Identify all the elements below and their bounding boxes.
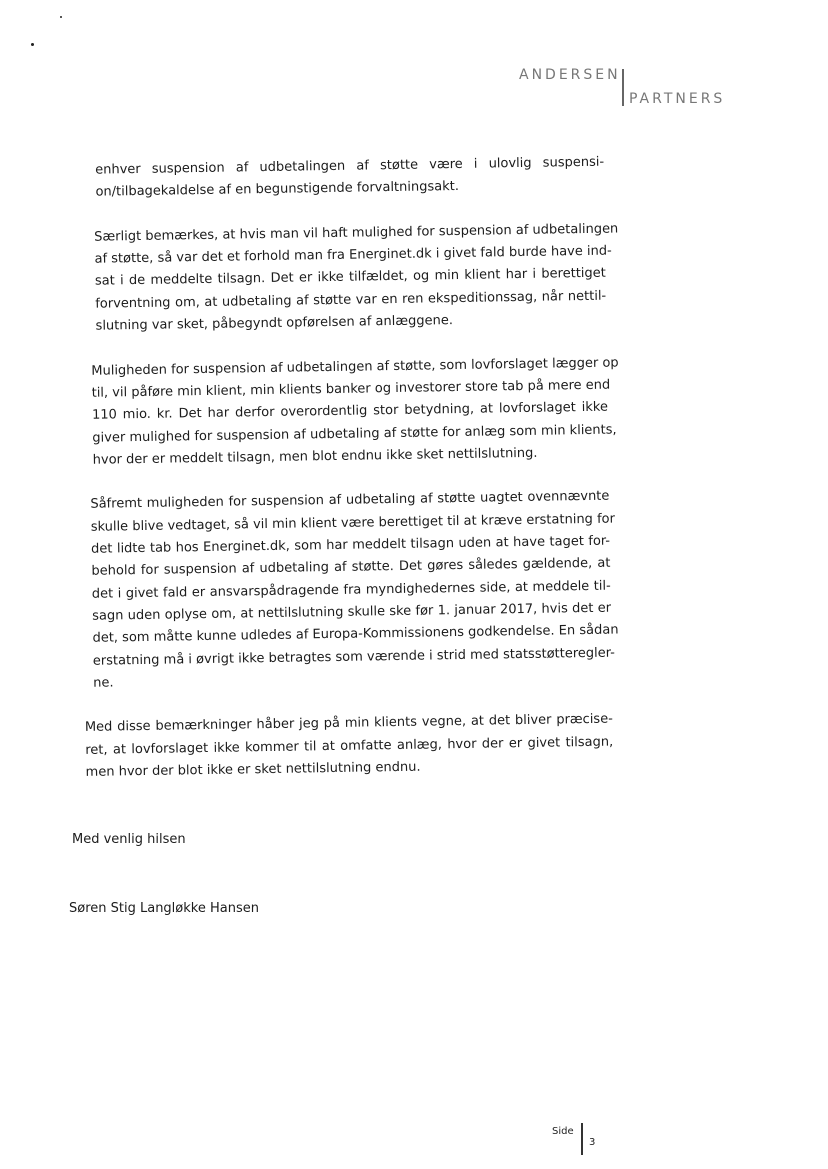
paragraph <box>74 152 605 205</box>
text-line: det i givet fald er ansvarspådragende fra myndighedernes side, at meddele til- <box>91 578 611 602</box>
text-line: Med disse bemærkninger håber jeg på min klients vegne, at det bliver præcise- <box>84 712 613 736</box>
text-line: Muligheden for suspension af udbetalingen af støtte, som lovforslaget lægger op <box>91 355 619 379</box>
text-line: on/tilbagekaldelse af en begunstigende forvaltningsakt. <box>95 179 460 200</box>
signatory-name: Søren Stig Langløkke Hansen <box>69 901 259 916</box>
footer-divider <box>581 1123 583 1155</box>
text-line: slutning var sket, påbegyndt opførelsen af anlæggene. <box>95 313 454 334</box>
closing-salutation: Med venlig hilsen <box>72 832 186 847</box>
paragraph <box>77 352 619 472</box>
text-line: hvor der er meddelt tilsagn, men blot endnu ikke sket nettilslutning. <box>92 445 538 468</box>
text-line: det, som måtte kunne udledes af Europa-Kommissionens godkendelse. En sådan <box>92 622 619 647</box>
text-line: ne. <box>93 675 114 691</box>
text-line: forventning om, at udbetaling af støtte var en ren ekspeditionssag, når nettil- <box>95 288 607 312</box>
page-footer <box>552 1123 612 1157</box>
paragraph <box>83 709 614 784</box>
text-line: sagn uden oplyse om, at nettilslutning skulle ske før 1. januar 2017, hvis det er <box>92 600 612 624</box>
logo-name-bottom: PARTNERS <box>629 91 726 107</box>
text-line: enhver suspension af udbetalingen af støtte være i ulovlig suspensi- <box>95 154 605 178</box>
text-line: til, vil påføre min klient, min klients banker og investorer store tab på mere end <box>91 377 611 401</box>
page-label: Side <box>552 1126 574 1137</box>
firm-logo <box>519 64 739 114</box>
text-line: behold for suspension af udbetaling af støtte. Det gøres således gældende, at <box>91 555 611 580</box>
text-line: det lidte tab hos Energinet.dk, som har meddelt tilsagn uden at have taget for- <box>90 533 611 557</box>
page-number: 3 <box>589 1137 596 1148</box>
text-line: Særligt bemærkes, at hvis man vil haft mulighed for suspension af udbetalingen <box>94 221 619 245</box>
text-line: sat i de meddelte tilsagn. Det er ikke tilfældet, og min klient har i berettiget <box>94 266 606 290</box>
logo-divider <box>622 69 624 106</box>
paragraph <box>79 486 619 695</box>
text-line: men hvor der blot ikke er sket nettilslutning endnu. <box>85 759 421 780</box>
text-line: skulle blive vedtaget, så vil min klient være berettiget til at kræve erstatning for <box>90 511 616 535</box>
text-line: giver mulighed for suspension af udbetaling af støtte for anlæg som min klients, <box>92 422 617 446</box>
text-line: af støtte, så var det et forhold man fra Energinet.dk i givet fald burde have ind- <box>94 243 612 267</box>
scan-speck <box>60 16 62 18</box>
text-line: ret, at lovforslaget ikke kommer til at omfatte anlæg, hvor der er givet tilsagn, <box>85 734 614 758</box>
paragraph <box>75 219 619 339</box>
logo-name-top: ANDERSEN <box>519 67 621 83</box>
text-line: erstatning må i øvrigt ikke betragtes som værende i strid med statsstøtteregler- <box>92 645 616 669</box>
text-line: 110 mio. kr. Det har derfor overordentlig stor betydning, at lovforslaget ikke <box>91 399 609 424</box>
text-line: Såfremt muligheden for suspension af udbetaling af støtte uagtet ovennævnte <box>90 489 610 513</box>
scan-speck <box>31 43 34 46</box>
letter-body <box>74 152 619 807</box>
